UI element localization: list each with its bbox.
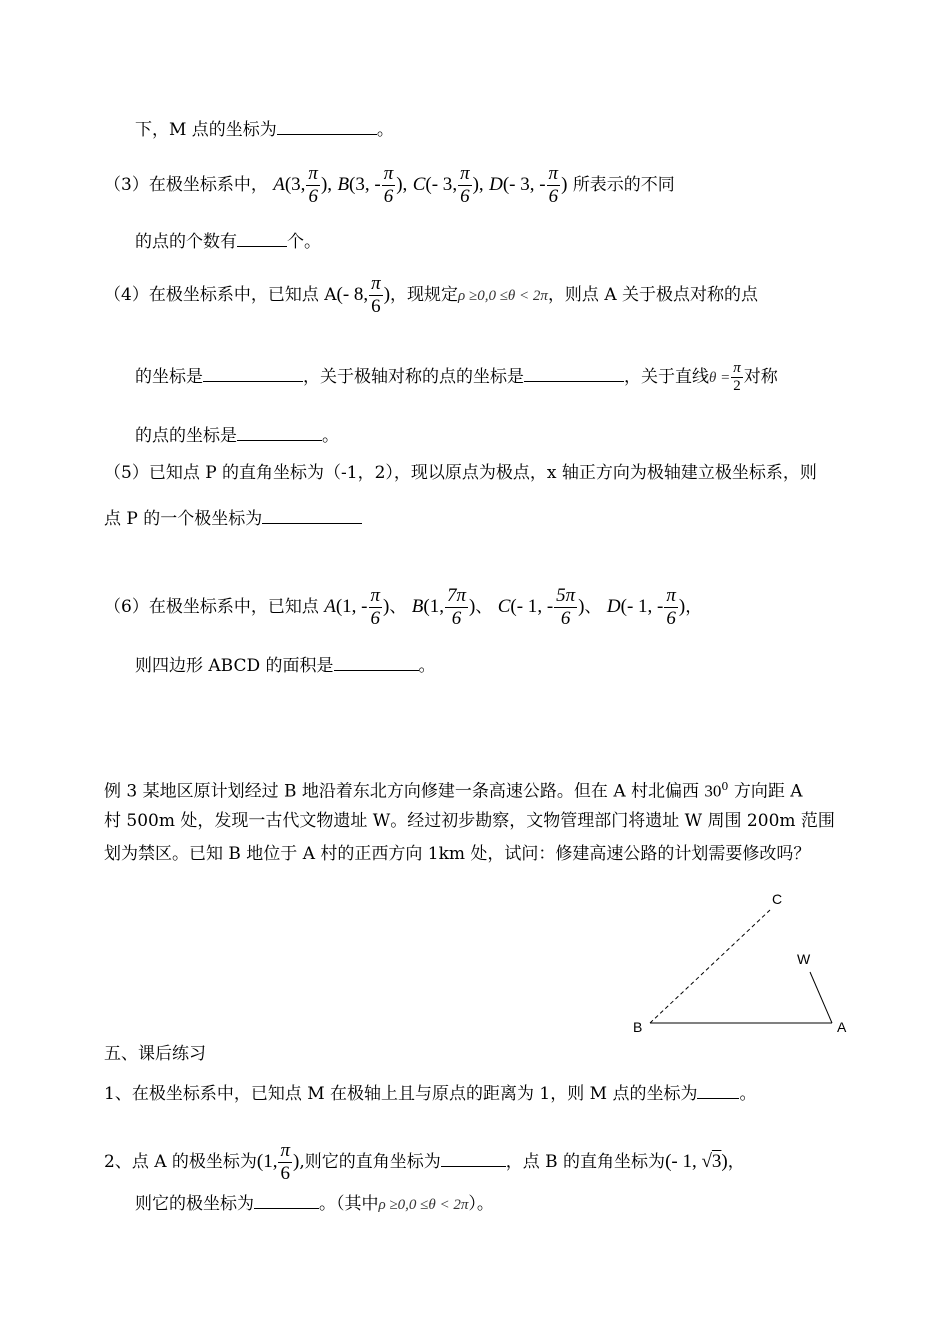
- q2-tail-line: 下，M 点的坐标为 。: [135, 116, 394, 142]
- label-c: C: [772, 891, 783, 907]
- q3-point-d: D(- 3, - $\frac{\pi}{6}$ ): [489, 163, 568, 208]
- ex3-line3: 划为禁区。已知 B 地位于 A 村的正西方向 1km 处，试问：修建高速公路的计划需要修改吗？: [104, 844, 811, 864]
- q3-point-c: C(- 3, $\frac{\pi}{6}$ ),: [412, 163, 484, 208]
- q5-line1: （5）已知点 P 的直角坐标为（-1，2），现以原点为极点，x 轴正方向为极轴建立极坐标系，则: [104, 463, 817, 483]
- q6-point-a: A(1, - $\frac{\pi}{6}$ ): [324, 585, 390, 630]
- label-a: A: [837, 1019, 847, 1035]
- q4-line2: 的坐标是 ，关于极轴对称的点的坐标是 ，关于直线θ = $\frac{\pi}{2}$ 对称: [135, 360, 778, 394]
- label-b: B: [633, 1019, 643, 1035]
- fraction: $\frac{\pi}{6}$: [548, 163, 559, 208]
- q6-point-d: D(- 1, - $\frac{\pi}{6}$ ): [606, 585, 686, 630]
- q6-line1: （6）在极坐标系中，已知点 A(1, - $\frac{\pi}{6}$ )、 B(1, $\frac{7\pi}{6}$ )、 C(- 1, - $\frac{5\pi}{6}$ )、 D(- 1, - $\frac{\pi}{6}$ )，: [104, 585, 703, 630]
- segment-bc-dashed: [650, 910, 770, 1023]
- q4-line3: 的点的坐标是 。: [135, 422, 339, 448]
- s5-p1-line: 1、在极坐标系中，已知点 M 在极轴上且与原点的距离为 1，则 M 点的坐标为 。: [104, 1080, 756, 1106]
- q3-line1: （3）在极坐标系中， A(3, $\frac{\pi}{6}$ ), B(3, - $\frac{\pi}{6}$ ), C(- 3, $\frac{\pi}{6}$ ), D(- 3, - $\frac{\pi}{6}$ ) 所表示的不同: [104, 163, 675, 208]
- fraction: $\frac{\pi}{2}$: [733, 360, 741, 394]
- q4-answer-blank-2[interactable]: [524, 363, 624, 382]
- s5-p2-blank-1[interactable]: [441, 1148, 506, 1167]
- q6-point-c: C(- 1, - $\frac{5\pi}{6}$ ): [497, 585, 585, 630]
- fraction: $\frac{5\pi}{6}$: [556, 585, 576, 630]
- fraction: $\frac{\pi}{6}$: [370, 585, 381, 630]
- s5-p2-line1: 2、点 A 的极坐标为(1, $\frac{\pi}{6}$ ),则它的直角坐标为 ，点 B 的直角坐标为(- 1, √3)，: [104, 1140, 745, 1184]
- fraction: $\frac{\pi}{6}$: [371, 273, 381, 317]
- q3-line2: 的点的个数有 个。: [135, 228, 321, 254]
- q6-line2: 则四边形 ABCD 的面积是 。: [135, 652, 436, 678]
- q5-answer-blank[interactable]: [262, 505, 362, 524]
- q6-point-b: B(1, $\frac{7\pi}{6}$ ): [411, 585, 476, 630]
- q4-line1: （4）在极坐标系中，已知点 A(- 8, $\frac{\pi}{6}$ )，现规定ρ ≥0,0 ≤θ < 2π，则点 A 关于极点对称的点: [104, 273, 759, 317]
- q4-answer-blank-3[interactable]: [237, 422, 322, 441]
- q6-answer-blank[interactable]: [334, 652, 419, 671]
- q2-text: 下，M 点的坐标为: [135, 120, 277, 140]
- fraction: $\frac{\pi}{6}$: [383, 163, 394, 208]
- fraction: $\frac{\pi}{6}$: [280, 1140, 291, 1184]
- s5-p1-blank[interactable]: [697, 1080, 739, 1099]
- label-w: W: [797, 951, 811, 967]
- segment-aw: [810, 972, 832, 1023]
- q3-answer-blank[interactable]: [237, 228, 287, 247]
- section5-title: 五、课后练习: [104, 1044, 206, 1064]
- s5-p2-line2: 则它的极坐标为 。（其中ρ ≥0,0 ≤θ < 2π）。: [135, 1190, 494, 1217]
- s5-p2-blank-2[interactable]: [254, 1190, 319, 1209]
- route-diagram: [620, 880, 860, 1040]
- ex3-line1: 例 3 某地区原计划经过 B 地沿着东北方向修建一条高速公路。但在 A 村北偏西 $30^0$ 方向距 A: [104, 780, 803, 802]
- fraction: $\frac{\pi}{6}$: [308, 163, 318, 208]
- fraction: $\frac{7\pi}{6}$: [446, 585, 466, 630]
- q3-point-b: B(3, - $\frac{\pi}{6}$ ),: [337, 163, 408, 208]
- ex3-line2: 村 500m 处，发现一古代文物遗址 W。经过初步勘察，文物管理部门将遗址 W 周围 200m 范围: [104, 811, 835, 831]
- fraction: $\frac{\pi}{6}$: [666, 585, 676, 630]
- q5-line2: 点 P 的一个极坐标为: [104, 505, 362, 531]
- q3-point-a: A(3, $\frac{\pi}{6}$ ),: [273, 163, 333, 208]
- q2-answer-blank[interactable]: [277, 116, 377, 135]
- q4-answer-blank-1[interactable]: [203, 363, 303, 382]
- fraction: $\frac{\pi}{6}$: [460, 163, 470, 208]
- condition-text: ρ ≥0,0 ≤θ < 2π: [458, 288, 548, 304]
